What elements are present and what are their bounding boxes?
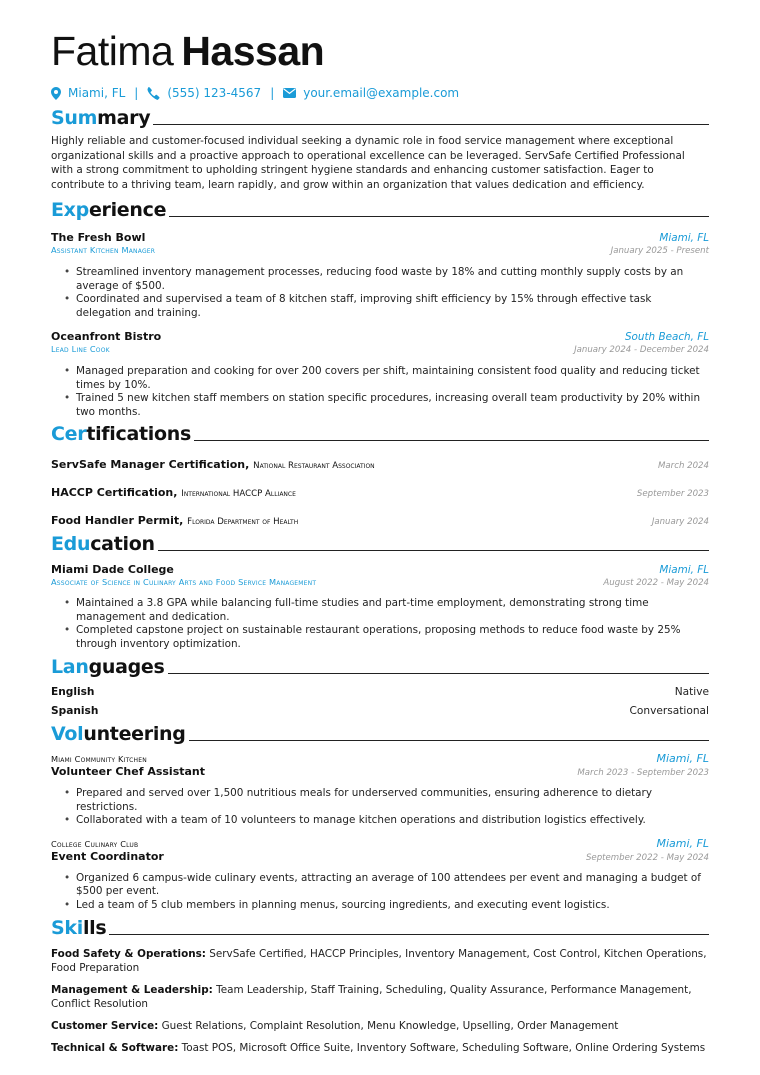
section-summary-heading — [51, 107, 709, 129]
school-location: Miami, FL — [659, 564, 709, 576]
section-rule — [168, 673, 709, 674]
email-text: your.email@example.com — [303, 86, 460, 100]
section-rule — [153, 124, 709, 125]
section-rule — [189, 740, 709, 741]
education-entry — [51, 563, 709, 651]
job-dates: January 2025 - Present — [610, 246, 709, 256]
list-item: • Maintained a 3.8 GPA while balancing full-time studies and part-time employment, demonstrating strong time management and dedication. — [64, 597, 709, 624]
company-name: The Fresh Bowl — [51, 231, 146, 244]
language-name: Spanish — [51, 705, 99, 717]
list-item: • Prepared and served over 1,500 nutritious meals for underserved communities, ensuring adherence to dietary restrictions. — [64, 787, 709, 814]
experience-entry — [51, 231, 709, 320]
bullet-list — [64, 597, 709, 651]
job-location: South Beach, FL — [624, 331, 709, 343]
language-level: Conversational — [629, 705, 709, 717]
contact-email[interactable] — [283, 86, 459, 100]
education-dates: August 2022 - May 2024 — [603, 578, 709, 588]
volunteer-location: Miami, FL — [656, 752, 709, 765]
cert-date: March 2024 — [658, 461, 709, 471]
bullet-list — [64, 365, 709, 419]
volunteer-org: College Culinary Club — [51, 838, 139, 849]
cert-name: ServSafe Manager Certification — [51, 458, 246, 471]
location-text: Miami, FL — [68, 86, 126, 100]
section-rule — [109, 934, 709, 935]
volunteer-role: Volunteer Chef Assistant — [51, 765, 206, 778]
cert-org: International HACCP Alliance — [181, 489, 296, 499]
cert-name: HACCP Certification — [51, 486, 174, 499]
skill-label: Customer Service: — [51, 1020, 159, 1032]
skill-line — [51, 1041, 709, 1055]
company-name: Oceanfront Bistro — [51, 330, 162, 343]
cert-org: National Restaurant Association — [253, 461, 375, 471]
skill-value: ServSafe Certified, HACCP Principles, Inventory Management, Cost Control, Kitchen Operations, Food Preparation — [51, 948, 707, 974]
contact-line — [51, 86, 709, 100]
degree: Associate of Science in Culinary Arts and Food Service Management — [51, 577, 317, 587]
certification-item: Food Handler Permit, Florida Department of Health January 2024 — [51, 514, 709, 527]
volunteer-dates: September 2022 - May 2024 — [585, 852, 709, 863]
summary-text: Highly reliable and customer-focused individual seeking a dynamic role in food service management where exceptional organizational skills and a proactive approach to operational excellence can be leveraged. ServSafe Certified Professional with a strong commitment to upholding stringent hygiene standards and enhancing customer satisfaction. Eager to contribute to a thriving team, learn rapidly, and grow within an organization that values dedication and efficiency. — [51, 135, 685, 191]
job-location: Miami, FL — [659, 232, 709, 244]
job-dates: January 2024 - December 2024 — [574, 345, 709, 355]
volunteer-dates: March 2023 - September 2023 — [577, 768, 709, 778]
contact-separator: | — [270, 86, 275, 100]
skill-line — [51, 983, 709, 1011]
map-pin-icon — [51, 87, 61, 100]
skill-label: Food Safety & Operations: — [51, 948, 206, 960]
section-title: Skills — [51, 917, 107, 939]
list-item: • Trained 5 new kitchen staff members on station specific procedures, increasing overall team productivity by 20% within two months. — [64, 392, 709, 419]
phone-text: (555) 123-4567 — [167, 86, 262, 100]
skill-value: Toast POS, Microsoft Office Suite, Inventory Software, Scheduling Software, Online Ordering Systems — [181, 1042, 706, 1054]
list-item: • Managed preparation and cooking for over 200 covers per shift, maintaining consistent food quality and reducing ticket times by 10%. — [64, 365, 709, 392]
section-education-heading — [51, 533, 709, 555]
language-item — [51, 705, 709, 717]
language-item — [51, 686, 709, 698]
contact-separator: | — [134, 86, 139, 100]
certification-item: ServSafe Manager Certification, National Restaurant Association March 2024 — [51, 458, 709, 471]
section-rule — [169, 216, 709, 217]
volunteer-location: Miami, FL — [656, 836, 709, 850]
first-name: Fatima — [51, 28, 174, 74]
list-item: • Collaborated with a team of 10 volunteers to manage kitchen operations and distribution logistics effectively. — [64, 814, 709, 828]
skill-label: Management & Leadership: — [51, 984, 213, 996]
language-level: Native — [674, 686, 709, 698]
skill-line — [51, 1019, 709, 1033]
section-languages-heading — [51, 656, 709, 678]
job-role: Lead Line Cook — [51, 344, 110, 354]
cert-name: Food Handler Permit — [51, 514, 180, 527]
section-title: Experience — [51, 199, 167, 221]
section-title: Summary — [51, 107, 151, 129]
cert-org: Florida Department of Health — [187, 517, 299, 527]
skill-line — [51, 947, 709, 975]
section-rule — [194, 440, 709, 441]
section-volunteering-heading — [51, 723, 709, 745]
list-item: • Completed capstone project on sustainable restaurant operations, proposing methods to reduce food waste by 25% through inventory optimization. — [64, 624, 709, 651]
skill-value: Team Leadership, Staff Training, Scheduling, Quality Assurance, Performance Management, Conflict Resolution — [51, 984, 692, 1010]
section-title: Certifications — [51, 423, 191, 445]
list-item: • Organized 6 campus-wide culinary events, attracting an average of 100 attendees per event and managing a budget of $500 per event. — [64, 872, 709, 899]
experience-entry — [51, 330, 709, 419]
list-item: • Coordinated and supervised a team of 8 kitchen staff, improving shift efficiency by 15% through effective task delegation and training. — [64, 293, 709, 320]
list-item: • Led a team of 5 club members in planning menus, sourcing ingredients, and executing event logistics. — [64, 899, 709, 913]
job-role: Assistant Kitchen Manager — [51, 245, 156, 255]
section-experience-heading — [51, 199, 709, 221]
section-title: Volunteering — [51, 723, 186, 745]
language-name: English — [51, 686, 95, 698]
section-title: Education — [51, 533, 155, 555]
phone-icon — [147, 87, 160, 100]
section-skills-heading — [51, 917, 709, 939]
certification-item: HACCP Certification, International HACCP Alliance September 2023 — [51, 486, 709, 499]
bullet-list — [64, 266, 709, 320]
cert-date: September 2023 — [636, 489, 709, 499]
skill-value: Guest Relations, Complaint Resolution, Menu Knowledge, Upselling, Order Management — [161, 1020, 619, 1032]
section-rule — [158, 550, 709, 551]
school-name: Miami Dade College — [51, 563, 174, 576]
skill-label: Technical & Software: — [51, 1042, 179, 1054]
envelope-icon — [283, 88, 296, 98]
bullet-list — [64, 872, 709, 913]
cert-date: January 2024 — [651, 517, 709, 527]
volunteer-org: Miami Community Kitchen — [51, 754, 147, 764]
bullet-list — [64, 787, 709, 828]
volunteer-entry — [51, 752, 709, 828]
last-name: Hassan — [181, 28, 325, 74]
contact-location — [51, 86, 125, 100]
section-certifications-heading — [51, 423, 709, 445]
contact-phone[interactable] — [147, 86, 261, 100]
section-title: Languages — [51, 656, 165, 678]
candidate-name — [51, 28, 709, 74]
volunteer-entry — [51, 837, 709, 913]
list-item: • Streamlined inventory management processes, reducing food waste by 18% and cutting monthly supply costs by an average of $500. — [64, 266, 709, 293]
volunteer-role: Event Coordinator — [51, 849, 164, 863]
